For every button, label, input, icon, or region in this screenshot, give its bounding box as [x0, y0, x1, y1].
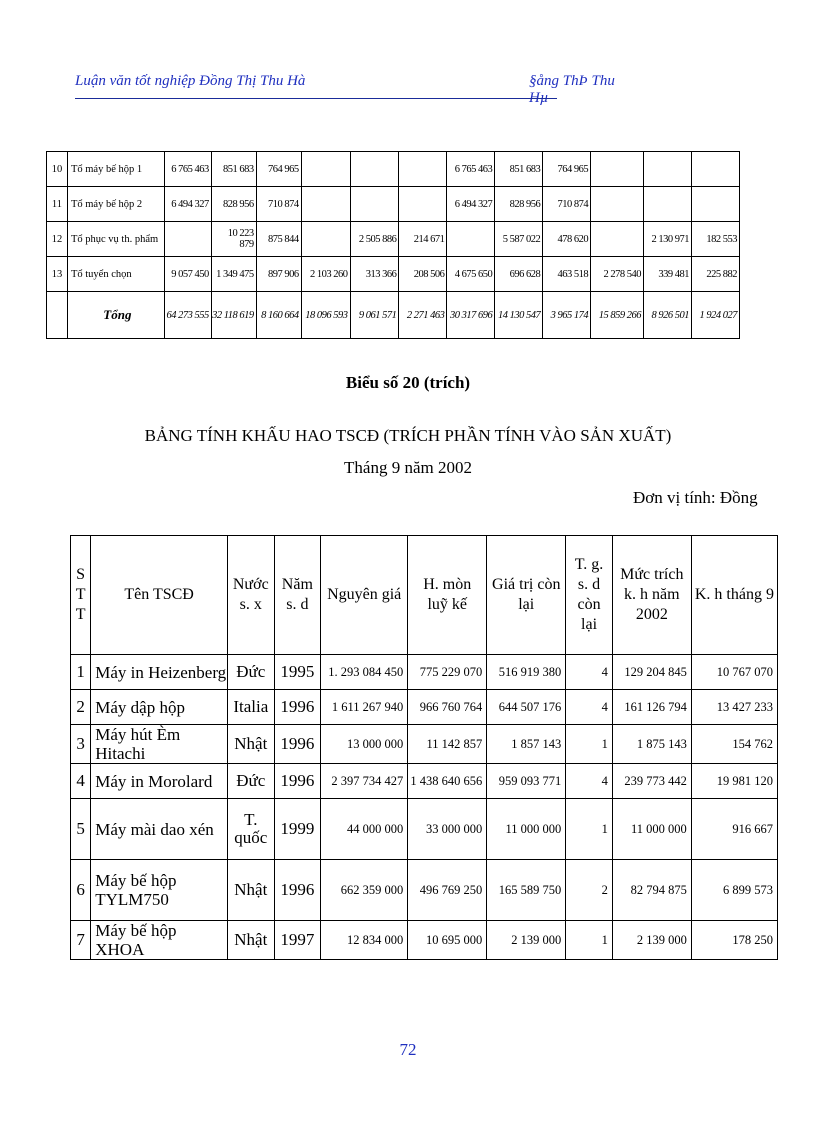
cell-country: Đức [227, 655, 274, 690]
cell-depr: 10 695 000 [408, 921, 487, 960]
col-month: K. h tháng 9 [691, 536, 777, 655]
cell-year: 1996 [274, 764, 321, 799]
cell-rate: 11 000 000 [612, 799, 691, 860]
row-value [447, 222, 495, 257]
total-value: 15 859 266 [591, 292, 644, 339]
cell-year: 1999 [274, 799, 321, 860]
row-value [350, 152, 399, 187]
cell-depr: 1 438 640 656 [408, 764, 487, 799]
table-caption: Biểu số 20 (trích) [345, 373, 471, 392]
total-value: 8 160 664 [256, 292, 301, 339]
table-row [47, 152, 740, 187]
cell-month: 178 250 [691, 921, 777, 960]
col-cost: Nguyên giá [321, 536, 408, 655]
total-value: 18 096 593 [301, 292, 350, 339]
row-value: 225 882 [691, 257, 739, 292]
row-value: 208 506 [399, 257, 447, 292]
table-row [71, 655, 778, 690]
total-value: 2 271 463 [399, 292, 447, 339]
cell-name: Máy mài dao xén [91, 799, 228, 860]
cell-country: Nhật [227, 725, 274, 764]
total-value: 30 317 696 [447, 292, 495, 339]
cell-month: 19 981 120 [691, 764, 777, 799]
row-value: 5 587 022 [495, 222, 543, 257]
table-row [71, 764, 778, 799]
row-value [691, 187, 739, 222]
cell-remain: 644 507 176 [487, 690, 566, 725]
cell-remain: 1 857 143 [487, 725, 566, 764]
cell-life: 4 [566, 764, 613, 799]
cell-cost: 13 000 000 [321, 725, 408, 764]
table-period: Tháng 9 năm 2002 [344, 458, 472, 477]
cell-month: 13 427 233 [691, 690, 777, 725]
row-value: 710 874 [543, 187, 591, 222]
row-value: 764 965 [256, 152, 301, 187]
row-value: 6 765 463 [164, 152, 211, 187]
cell-rate: 2 139 000 [612, 921, 691, 960]
depreciation-table [70, 535, 778, 960]
row-name: Tổ tuyển chọn [67, 257, 164, 292]
cell-name: Máy bế hộp TYLM750 [91, 860, 228, 921]
row-value: 828 956 [211, 187, 256, 222]
cell-year: 1996 [274, 860, 321, 921]
row-value [164, 222, 211, 257]
total-value: 14 130 547 [495, 292, 543, 339]
row-stt: 12 [47, 222, 68, 257]
row-value [301, 152, 350, 187]
top-table [46, 151, 740, 339]
cell-name: Máy bế hộp XHOA [91, 921, 228, 960]
cell-rate: 1 875 143 [612, 725, 691, 764]
cell-depr: 966 760 764 [408, 690, 487, 725]
row-name: Tổ máy bế hộp 1 [67, 152, 164, 187]
row-value [399, 152, 447, 187]
col-country: Nước s. x [227, 536, 274, 655]
table-row [71, 725, 778, 764]
cell-country: Nhật [227, 860, 274, 921]
row-value: 710 874 [256, 187, 301, 222]
col-rate: Mức trích k. h năm 2002 [612, 536, 691, 655]
page-header [75, 70, 635, 106]
table-row [47, 222, 740, 257]
row-value [301, 222, 350, 257]
row-value: 2 103 260 [301, 257, 350, 292]
col-stt-label: S T T [75, 566, 86, 623]
unit-label: Đơn vị tính: Đồng [633, 488, 758, 507]
cell-rate: 239 773 442 [612, 764, 691, 799]
table-title: BẢNG TÍNH KHẤU HAO TSCĐ (TRÍCH PHẦN TÍNH VÀO SẢN XUẤT) [144, 426, 672, 445]
table-row [47, 187, 740, 222]
row-value [644, 187, 692, 222]
header-rule [75, 98, 557, 99]
total-stt [47, 292, 68, 339]
row-value: 10 223 879 [211, 222, 256, 257]
header-left-text: Luận văn tốt nghiệp Đồng Thị Thu Hà [75, 73, 306, 89]
table-row [71, 799, 778, 860]
row-value: 6 494 327 [447, 187, 495, 222]
header-right-text: §ång ThÞ Thu Hµ [529, 73, 615, 106]
col-remain: Giá trị còn lại [487, 536, 566, 655]
row-value [691, 152, 739, 187]
cell-rate: 82 794 875 [612, 860, 691, 921]
cell-cost: 44 000 000 [321, 799, 408, 860]
row-stt: 10 [47, 152, 68, 187]
cell-cost: 1 611 267 940 [321, 690, 408, 725]
cell-stt: 7 [71, 921, 91, 960]
cell-depr: 33 000 000 [408, 799, 487, 860]
cell-name: Máy in Morolard [91, 764, 228, 799]
row-value: 2 505 886 [350, 222, 399, 257]
row-value: 6 494 327 [164, 187, 211, 222]
cell-remain: 959 093 771 [487, 764, 566, 799]
row-value: 2 130 971 [644, 222, 692, 257]
row-name: Tổ phục vụ th. phẩm [67, 222, 164, 257]
row-value: 851 683 [211, 152, 256, 187]
cell-stt: 4 [71, 764, 91, 799]
row-value: 828 956 [495, 187, 543, 222]
cell-depr: 11 142 857 [408, 725, 487, 764]
cell-name: Máy dập hộp [91, 690, 228, 725]
cell-stt: 6 [71, 860, 91, 921]
cell-stt: 5 [71, 799, 91, 860]
row-value [301, 187, 350, 222]
table-row [71, 860, 778, 921]
row-value: 2 278 540 [591, 257, 644, 292]
row-value: 696 628 [495, 257, 543, 292]
cell-life: 4 [566, 655, 613, 690]
row-value: 1 349 475 [211, 257, 256, 292]
cell-stt: 2 [71, 690, 91, 725]
row-value: 339 481 [644, 257, 692, 292]
total-value: 8 926 501 [644, 292, 692, 339]
table-row [71, 921, 778, 960]
total-value: 1 924 027 [691, 292, 739, 339]
row-stt: 11 [47, 187, 68, 222]
row-value [399, 187, 447, 222]
row-value: 6 765 463 [447, 152, 495, 187]
row-value [644, 152, 692, 187]
total-label: Tổng [67, 292, 164, 339]
col-name: Tên TSCĐ [91, 536, 228, 655]
cell-year: 1996 [274, 690, 321, 725]
cell-life: 1 [566, 799, 613, 860]
row-value: 4 675 650 [447, 257, 495, 292]
row-value [591, 222, 644, 257]
total-value: 9 061 571 [350, 292, 399, 339]
cell-country: Nhật [227, 921, 274, 960]
row-value [591, 187, 644, 222]
cell-rate: 129 204 845 [612, 655, 691, 690]
col-depr: H. mòn luỹ kế [408, 536, 487, 655]
cell-country: T. quốc [227, 799, 274, 860]
row-value: 182 553 [691, 222, 739, 257]
row-value: 851 683 [495, 152, 543, 187]
cell-life: 1 [566, 725, 613, 764]
cell-remain: 165 589 750 [487, 860, 566, 921]
cell-month: 916 667 [691, 799, 777, 860]
cell-year: 1995 [274, 655, 321, 690]
cell-depr: 496 769 250 [408, 860, 487, 921]
cell-month: 6 899 573 [691, 860, 777, 921]
cell-remain: 11 000 000 [487, 799, 566, 860]
row-value: 463 518 [543, 257, 591, 292]
cell-country: Đức [227, 764, 274, 799]
cell-cost: 1. 293 084 450 [321, 655, 408, 690]
cell-name: Máy hút Èm Hitachi [91, 725, 228, 764]
cell-life: 4 [566, 690, 613, 725]
cell-life: 2 [566, 860, 613, 921]
cell-country: Italia [227, 690, 274, 725]
cell-cost: 12 834 000 [321, 921, 408, 960]
total-row [47, 292, 740, 339]
table-row [71, 690, 778, 725]
cell-remain: 516 919 380 [487, 655, 566, 690]
total-value: 32 118 619 [211, 292, 256, 339]
row-value: 875 844 [256, 222, 301, 257]
row-stt: 13 [47, 257, 68, 292]
row-value: 764 965 [543, 152, 591, 187]
cell-year: 1996 [274, 725, 321, 764]
row-value [591, 152, 644, 187]
cell-name: Máy in Heizenberg [91, 655, 228, 690]
total-value: 64 273 555 [164, 292, 211, 339]
cell-stt: 1 [71, 655, 91, 690]
cell-life: 1 [566, 921, 613, 960]
header-row [71, 536, 778, 655]
cell-cost: 662 359 000 [321, 860, 408, 921]
cell-remain: 2 139 000 [487, 921, 566, 960]
cell-rate: 161 126 794 [612, 690, 691, 725]
row-value: 897 906 [256, 257, 301, 292]
cell-depr: 775 229 070 [408, 655, 487, 690]
col-year: Năm s. d [274, 536, 321, 655]
row-value: 313 366 [350, 257, 399, 292]
row-value: 478 620 [543, 222, 591, 257]
table-row [47, 257, 740, 292]
cell-year: 1997 [274, 921, 321, 960]
row-value: 9 057 450 [164, 257, 211, 292]
col-stt [71, 536, 91, 655]
row-value [350, 187, 399, 222]
col-life: T. g. s. d còn lại [566, 536, 613, 655]
total-value: 3 965 174 [543, 292, 591, 339]
cell-cost: 2 397 734 427 [321, 764, 408, 799]
cell-month: 154 762 [691, 725, 777, 764]
cell-stt: 3 [71, 725, 91, 764]
cell-month: 10 767 070 [691, 655, 777, 690]
row-name: Tổ máy bế hộp 2 [67, 187, 164, 222]
page-number: 72 [399, 1040, 417, 1059]
row-value: 214 671 [399, 222, 447, 257]
